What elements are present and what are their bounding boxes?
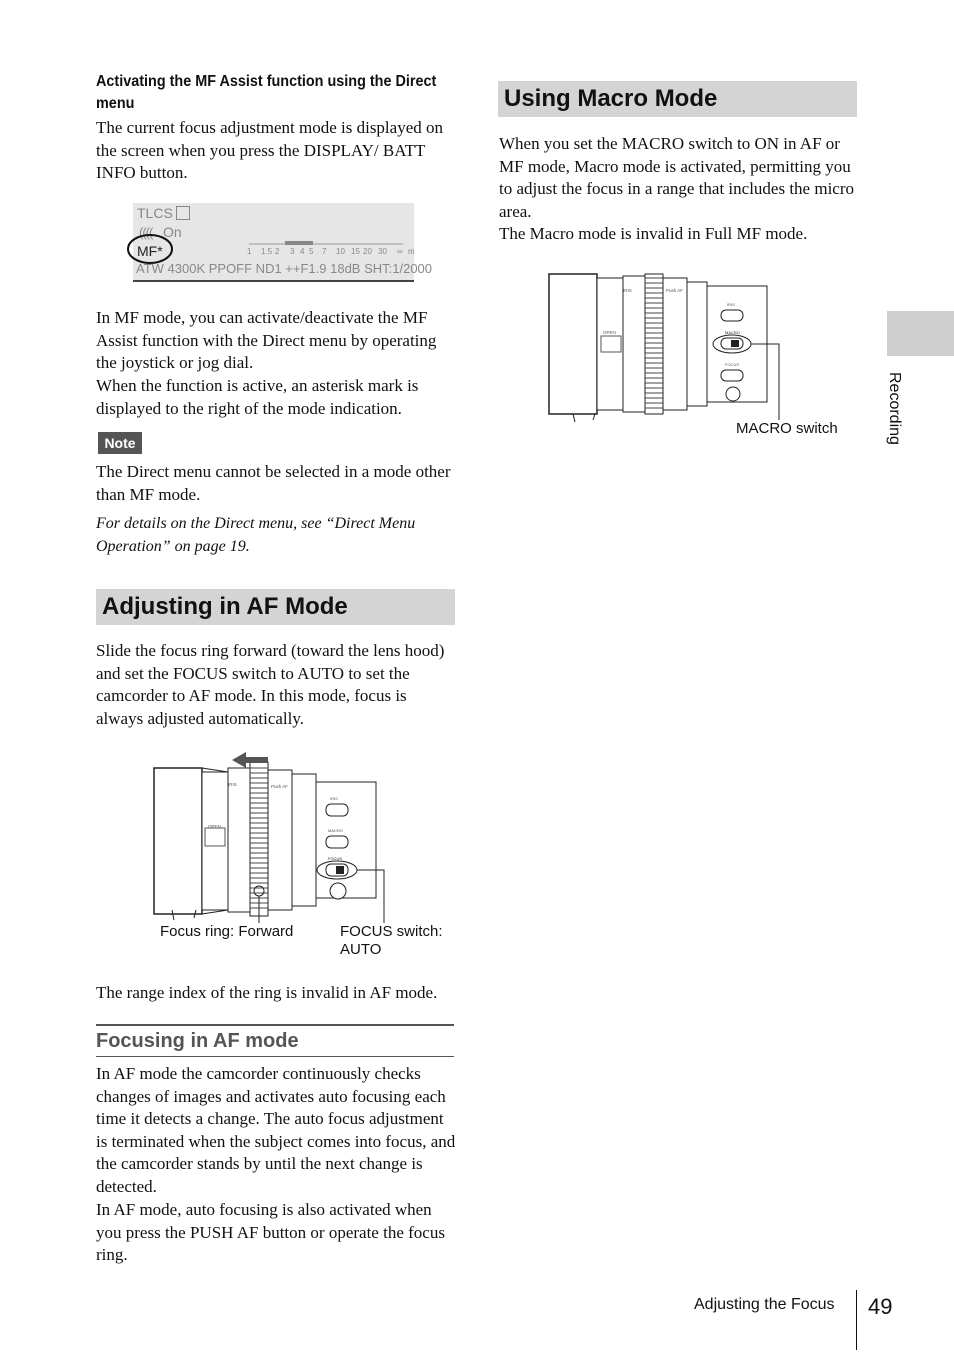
mf-assist-para2: When the function is active, an asterisk mark is displayed to the right of the mode indication. — [96, 376, 419, 418]
focusing-para2: In AF mode, auto focusing is also activated when you press the PUSH AF button or operate the focus ring. — [96, 1200, 445, 1265]
scale-label: 20 — [363, 247, 372, 256]
scale-label: 30 — [378, 247, 387, 256]
af-mode-title: Adjusting in AF Mode — [96, 589, 455, 625]
display-mode: MF* — [137, 243, 163, 259]
scale-label: ∞ — [397, 247, 403, 256]
viewfinder-display — [133, 203, 433, 282]
footer-divider — [856, 1290, 857, 1350]
scale-label: 15 — [351, 247, 360, 256]
svg-text:FOCUS: FOCUS — [328, 856, 342, 861]
svg-text:Push AF: Push AF — [271, 784, 289, 789]
display-tlcs: TLCS — [137, 205, 173, 221]
caption-focus-switch-2: AUTO — [340, 941, 382, 958]
caption-focus-switch-1: FOCUS switch: — [340, 923, 443, 940]
scale-label: 5 — [309, 247, 314, 256]
svg-text:IRIS: IRIS — [330, 796, 338, 801]
svg-text:OPEN: OPEN — [603, 330, 616, 335]
display-status: ATW 4300K PPOFF ND1 ++F1.9 18dB SHT:1/2000 — [136, 261, 433, 276]
svg-text:MACRO: MACRO — [328, 828, 343, 833]
scale-label: 7 — [322, 247, 327, 256]
scale-label: 4 — [300, 247, 305, 256]
display-on: On — [163, 224, 182, 240]
side-tab-block — [887, 311, 954, 356]
focusing-para1: In AF mode the camcorder continuously checks changes of images and activates auto focusing each time it detects a change. The auto focus adjustment is terminated when the subject comes into focus, and the camcorder stands by until the next change is detected. — [96, 1064, 456, 1196]
page-number: 49 — [868, 1294, 893, 1319]
lens-af-illustration — [150, 748, 390, 920]
scale-label: m — [408, 247, 415, 256]
footer-section: Adjusting the Focus — [694, 1296, 835, 1313]
svg-text:FOCUS: FOCUS — [725, 362, 739, 367]
scale-label: 10 — [336, 247, 345, 256]
scale-label: 2 — [275, 247, 280, 256]
distance-scale — [247, 247, 417, 259]
svg-text:Push AF: Push AF — [666, 288, 684, 293]
svg-text:IRIS: IRIS — [727, 302, 735, 307]
mf-assist-para1: In MF mode, you can activate/deactivate the MF Assist function with the Direct menu by operating the joystick or jog dial. — [96, 308, 437, 373]
svg-text:IRIS: IRIS — [623, 288, 632, 293]
focusing-title: Focusing in AF mode — [96, 1024, 454, 1057]
af-mode-para: Slide the focus ring forward (toward the lens hood) and set the FOCUS switch to AUTO to set the camcorder to AF mode. In this mode, focus is always adjusted automatically. — [96, 641, 445, 728]
wave-icon: (((( — [139, 225, 153, 240]
scale-label: 1 — [247, 247, 252, 256]
caption-macro-switch: MACRO switch — [736, 420, 838, 437]
note-text: The Direct menu cannot be selected in a mode other than MF mode. — [96, 462, 451, 504]
svg-text:MACRO: MACRO — [725, 330, 740, 335]
macro-para2: The Macro mode is invalid in Full MF mode. — [499, 224, 808, 243]
macro-title: Using Macro Mode — [498, 81, 857, 117]
caption-focus-ring: Focus ring: Forward — [160, 923, 294, 940]
mf-assist-heading: Activating the MF Assist function using the Direct menu — [96, 73, 437, 112]
scale-label: 3 — [290, 247, 295, 256]
reference-text: For details on the Direct menu, see “Direct Menu Operation” on page 19. — [96, 515, 416, 555]
side-tab-label: Recording — [886, 372, 903, 445]
svg-text:IRIS: IRIS — [228, 782, 237, 787]
scale-label: 1.5 — [261, 247, 273, 256]
range-note: The range index of the ring is invalid in AF mode. — [96, 983, 438, 1002]
mf-assist-intro: The current focus adjustment mode is displayed on the screen when you press the DISPLAY/ BATT INFO button. — [96, 118, 443, 183]
svg-text:OPEN: OPEN — [208, 824, 221, 829]
note-badge: Note — [98, 432, 142, 454]
macro-para1: When you set the MACRO switch to ON in AF or MF mode, Macro mode is activated, permitting you to adjust the focus in a range that includes the micro area. — [499, 134, 855, 221]
lens-macro-illustration — [545, 270, 785, 430]
